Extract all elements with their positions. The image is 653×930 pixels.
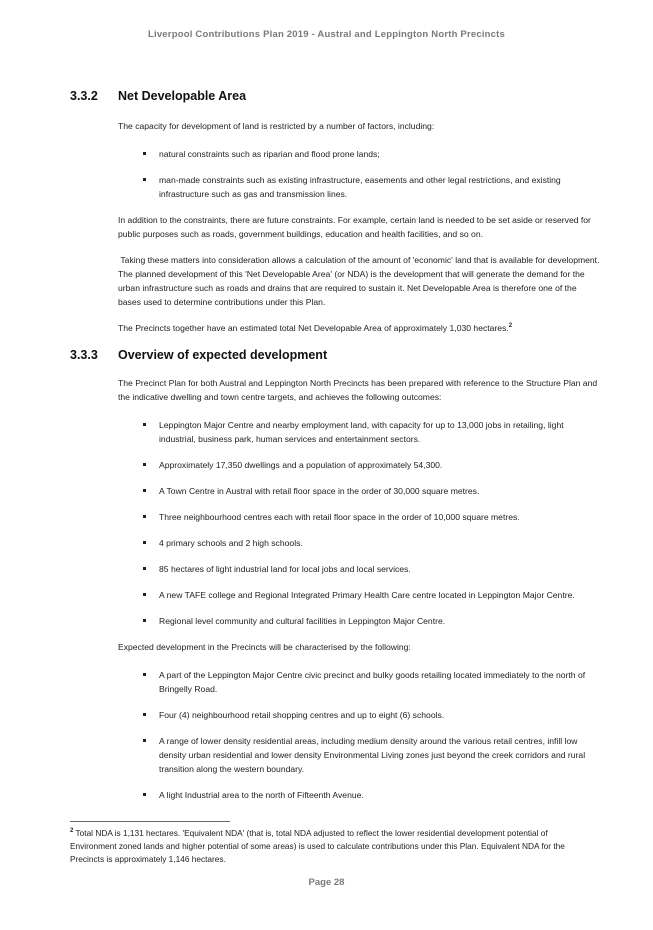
section-number: 3.3.2 (70, 89, 98, 103)
list-item: A range of lower density residential areas, including medium density around the various retail centres, infill low density urban residential and lower density Environmental Living zones just beyond the creek corridors and rural transition along the western boundary. (118, 734, 600, 776)
footnote-text: Total NDA is 1,131 hectares. 'Equivalent NDA' (that is, total NDA adjusted to reflect the lower residential development potential of Environment zoned lands and higher potential of some areas) is used to calculate contributions under this Plan. Equivalent NDA for the Precincts is approximately 1,146 hectares. (70, 828, 565, 864)
list-item: man-made constraints such as existing infrastructure, easements and other legal restrictions, and existing infrastructure such as gas and transmission lines. (118, 173, 600, 201)
list-item: A light Industrial area to the north of Fifteenth Avenue. (118, 788, 600, 802)
list-item: Regional level community and cultural facilities in Leppington Major Centre. (118, 614, 600, 628)
footnote-divider (70, 821, 230, 822)
list-item: Four (4) neighbourhood retail shopping centres and up to eight (6) schools. (118, 708, 600, 722)
footnote-reference[interactable]: 2 (508, 323, 513, 330)
paragraph-text: The Precincts together have an estimated total Net Developable Area of approximately 1,030 hectares. (118, 323, 509, 333)
characteristics-list (118, 668, 600, 802)
section-net-developable-area (70, 89, 600, 347)
list-item: A Town Centre in Austral with retail floor space in the order of 30,000 square metres. (118, 484, 600, 498)
list-item: Three neighbourhood centres each with retail floor space in the order of 10,000 square metres. (118, 510, 600, 524)
list-item: A new TAFE college and Regional Integrated Primary Health Care centre located in Leppington Major Centre. (118, 588, 600, 602)
footnote (70, 827, 580, 866)
running-header: Liverpool Contributions Plan 2019 - Austral and Leppington North Precincts (147, 29, 505, 40)
list-item: Approximately 17,350 dwellings and a population of approximately 54,300. (118, 458, 600, 472)
section-body (118, 119, 600, 335)
section-overview-expected-development (70, 348, 600, 814)
list-item: 85 hectares of light industrial land for local jobs and local services. (118, 562, 600, 576)
section-body (118, 376, 600, 802)
constraints-list (118, 147, 600, 201)
section-title: Net Developable Area (118, 89, 247, 103)
paragraph (118, 321, 600, 335)
footnote-marker: 2 (70, 828, 74, 835)
list-item: natural constraints such as riparian and flood prone lands; (118, 147, 600, 161)
section-title: Overview of expected development (118, 348, 328, 362)
page-number: Page 28 (308, 877, 345, 888)
paragraph: The capacity for development of land is restricted by a number of factors, including: (118, 121, 435, 131)
paragraph: In addition to the constraints, there are future constraints. For example, certain land is needed to be set aside or reserved for public purposes such as roads, government buildings, education and health facilities, and so on. (118, 215, 591, 239)
section-number: 3.3.3 (70, 348, 98, 362)
section-heading (70, 348, 600, 362)
list-item: 4 primary schools and 2 high schools. (118, 536, 600, 550)
paragraph: The Precinct Plan for both Austral and Leppington North Precincts has been prepared with reference to the Structure Plan and the indicative dwelling and town centre targets, and achieves the following outcomes: (118, 378, 598, 402)
paragraph: Taking these matters into consideration allows a calculation of the amount of 'economic' land that is available for development. The planned development of this 'Net Developable Area' (or NDA) is the development that will generate the demand for the urban infrastructure such as roads and drains that are required to sustain it. Net Developable Area is therefore one of the bases used to determine contributions under this Plan. (118, 255, 602, 307)
list-item: Leppington Major Centre and nearby employment land, with capacity for up to 13,000 jobs in retailing, light industrial, business park, human services and entertainment sectors. (118, 418, 600, 446)
paragraph: Expected development in the Precincts will be characterised by the following: (118, 642, 411, 652)
section-heading (70, 89, 600, 103)
list-item: A part of the Leppington Major Centre civic precinct and bulky goods retailing located immediately to the north of Bringelly Road. (118, 668, 600, 696)
outcomes-list (118, 418, 600, 628)
